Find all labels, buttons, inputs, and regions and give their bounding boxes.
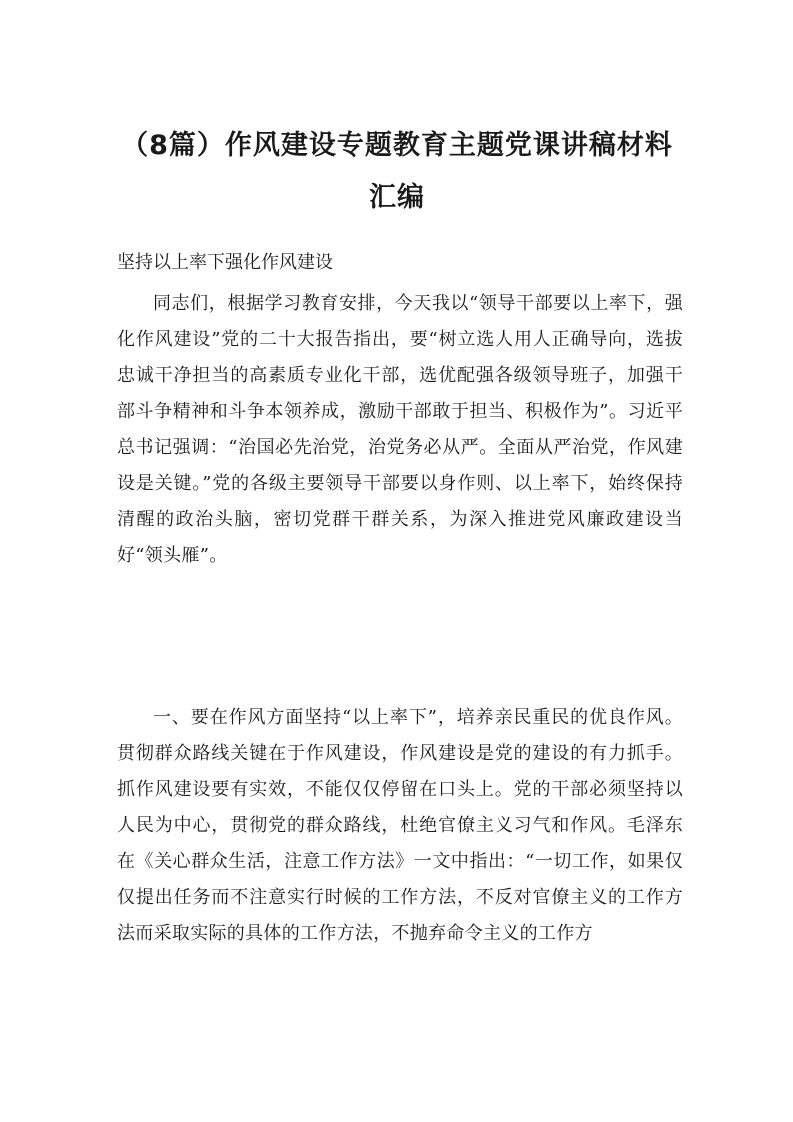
- paragraph-section-one: 一、要在作风方面坚持“以上率下”，培养亲民重民的优良作风。贯彻群众路线关键在于作风建设，作风建设是党的建设的有力抓手。抓作风建设要有实效，不能仅仅停留在口头上。党的干部必须坚持以人民为中心，贯彻党的群众路线，杜绝官僚主义习气和作风。毛泽东在《关心群众生活，注意工作方法》一文中指出：“一切工作，如果仅仅提出任务而不注意实行时候的工作方法，不反对官僚主义的工作方法而采取实际的具体的工作方法，不抛弃命令主义的工作方: [117, 707, 683, 944]
- document-title: （8篇）作风建设专题教育主题党课讲稿材料汇编: [121, 130, 673, 213]
- paragraph-intro: 同志们，根据学习教育安排，今天我以“领导干部要以上率下，强化作风建设”党的二十大报告指出，要“树立选人用人正确导向，选拔忠诚干净担当的高素质专业化干部，选优配强各级领导班子，加强干部斗争精神和斗争本领养成，激励干部敢于担当、积极作为”。习近平总书记强调：“治国必先治党，治党务必从严。全面从严治党，作风建设是关键。”党的各级主要领导干部要以身作则、以上率下，始终保持清醒的政治头脑，密切党群干群关系，为深入推进党风廉政建设当好“领头雁”。: [117, 293, 683, 566]
- section-subheading: 坚持以上率下强化作风建设: [117, 252, 333, 273]
